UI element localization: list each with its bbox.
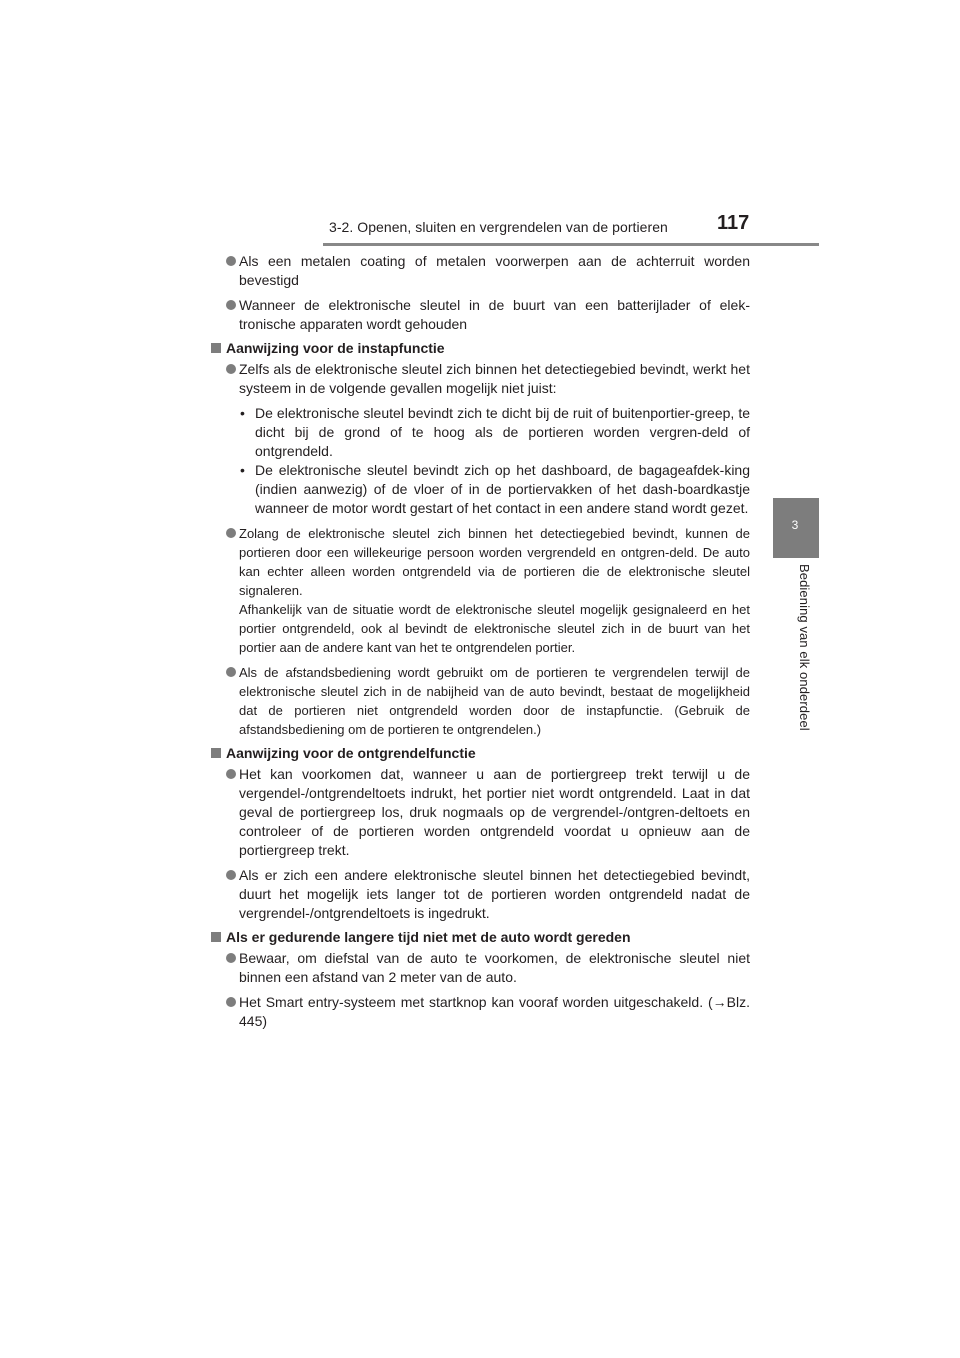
section-heading: Aanwijzing voor de ontgrendelfunctie [210, 744, 750, 763]
list-item: Het kan voorkomen dat, wanneer u aan de portiergreep trekt terwijl u de vergendel-/ontgrendeltoets indrukt, het portier niet wordt ontgrendeld. Laat in dat geval de portiergreep los, druk nogmaals op de vergrendel-/ontgren-deltoets en controleer of de portieren worden ontgrendeld voordat u opnieuw aan de portiergreep trekt. [210, 765, 750, 860]
square-bullet-icon [211, 343, 221, 353]
page-number: 117 [717, 212, 750, 234]
list-item: Zolang de elektronische sleutel zich binnen het detectiegebied bevindt, kunnen de portieren door een willekeurige persoon worden vergrendeld en ontgren-deld. De auto kan echter alleen worden ontgrendeld via de portieren die de elektronische sleutel signaleren. [210, 524, 750, 600]
section-heading: Aanwijzing voor de instapfunctie [210, 339, 750, 358]
chapter-tab-label: Bediening van elk onderdeel [797, 564, 812, 731]
square-bullet-icon [211, 932, 221, 942]
bullet-icon [226, 769, 236, 779]
bullet-icon [226, 364, 236, 374]
bullet-icon [226, 667, 236, 677]
list-item: Als een metalen coating of metalen voorwerpen aan de achterruit worden bevestigd [210, 252, 750, 290]
square-bullet-icon [211, 748, 221, 758]
list-item: Zelfs als de elektronische sleutel zich binnen het detectiegebied bevindt, werkt het systeem in de volgende gevallen mogelijk niet juist: [210, 360, 750, 398]
bullet-icon [226, 870, 236, 880]
list-item: Als de afstandsbediening wordt gebruikt om de portieren te vergrendelen terwijl de elektronische sleutel zich in de nabijheid van de auto bevindt, bestaat de mogelijkheid dat de portieren niet ontgrendeld worden door de instapfunctie. (Gebruik de afstandsbediening om de portieren te ontgrendelen.) [210, 663, 750, 739]
list-item: Wanneer de elektronische sleutel in de buurt van een batterijlader of elek-tronische apparaten wordt gehouden [210, 296, 750, 334]
bullet-icon [226, 256, 236, 266]
list-item [210, 993, 750, 1031]
list-item: Bewaar, om diefstal van de auto te voorkomen, de elektronische sleutel niet binnen een afstand van 2 meter van de auto. [210, 949, 750, 987]
bullet-icon [226, 997, 236, 1007]
header-rule [323, 243, 819, 246]
bullet-icon [226, 300, 236, 310]
page-body [210, 252, 750, 1031]
bullet-icon [226, 953, 236, 963]
sub-list-item: • De elektronische sleutel bevindt zich te dicht bij de ruit of buitenportier-greep, te dicht bij de grond of te hoog als de portieren worden vergren-deld of ontgrendeld. [240, 405, 750, 459]
sub-list-item: • De elektronische sleutel bevindt zich op het dashboard, de bagageafdek-king (indien aanwezig) of de vloer of in de portiervakken of het dash-boardkastje wanneer de motor wordt gestart of het contact in een andere stand wordt gezet. [240, 462, 750, 516]
bullet-icon [226, 528, 236, 538]
page-reference: Het Smart entry-systeem met startknop kan vooraf worden uitgeschakeld. (→Blz. 445) [239, 994, 750, 1029]
chapter-tab-number: 3 [791, 518, 799, 532]
section-heading: Als er gedurende langere tijd niet met de auto wordt gereden [210, 928, 750, 947]
section-title: 3-2. Openen, sluiten en vergrendelen van de portieren [329, 219, 668, 235]
paragraph: Afhankelijk van de situatie wordt de elektronische sleutel mogelijk gesignaleerd en het portier ontgrendeld, ook al bevindt de elektronische sleutel zich in de buurt van het portier aan de andere kant van het te ontgrendelen portier. [239, 602, 750, 655]
list-item: Als er zich een andere elektronische sleutel binnen het detectiegebied bevindt, duurt het mogelijk iets langer tot de portieren worden ontgrendeld nadat de vergrendel-/ontgrendeltoets is ingedrukt. [210, 866, 750, 923]
